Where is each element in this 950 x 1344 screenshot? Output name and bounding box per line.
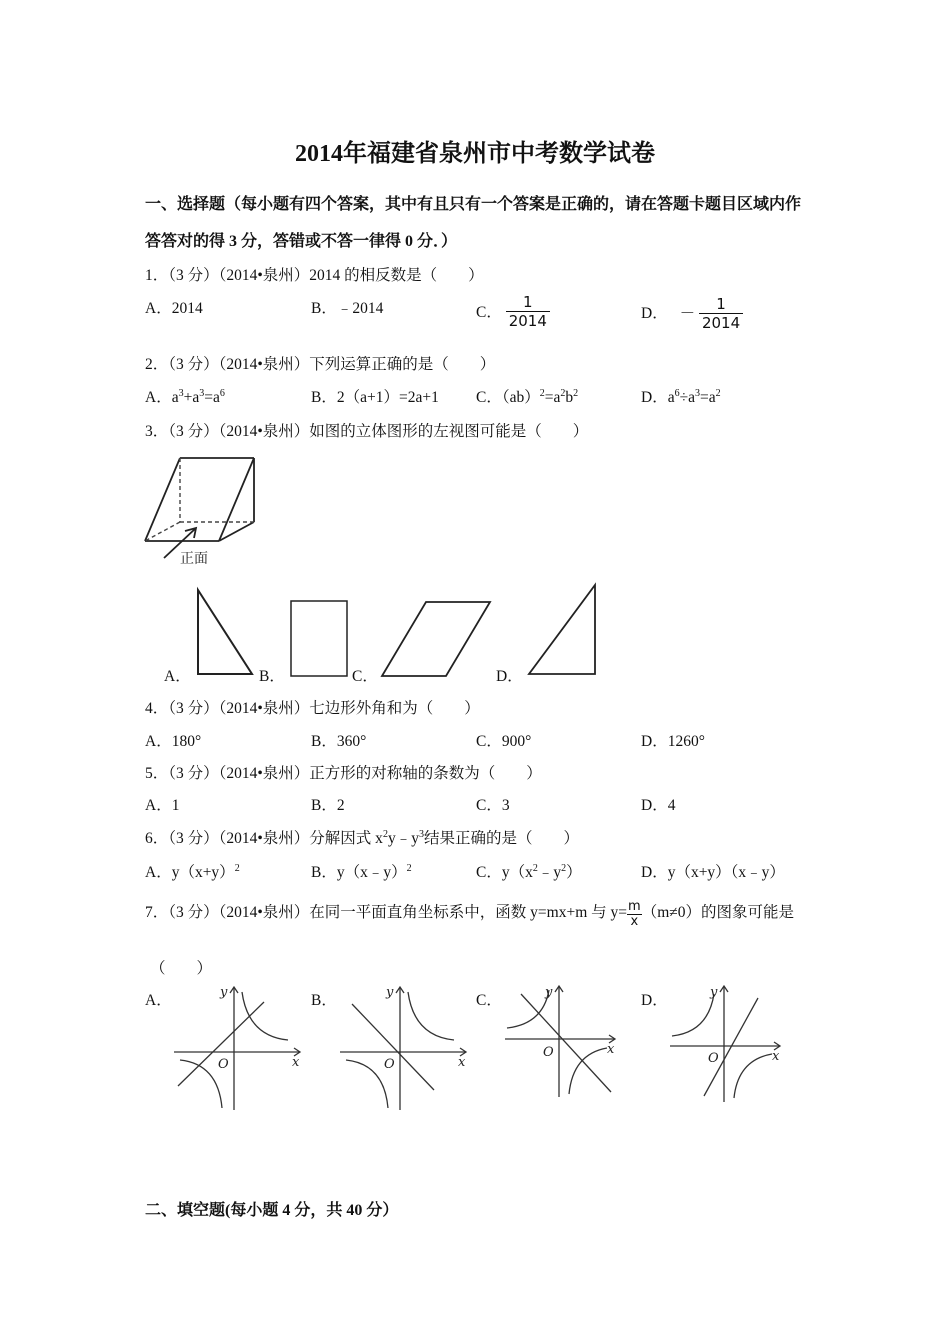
q7-graph-d <box>668 982 803 1112</box>
q3-stem: 3．（3 分）（2014•泉州）如图的立体图形的左视图可能是（ ） <box>145 423 589 440</box>
q7-option-a-label: A． <box>145 992 172 1009</box>
q1-option-c-label: C． <box>476 304 502 322</box>
q6-option-c: C．$y(x^2﹣y^2)$ <box>476 862 582 881</box>
svg-text:y: y <box>545 985 553 1000</box>
q3-option-a-shape <box>196 588 256 678</box>
q2-option-c: C．$(ab)^2=a^2b^2$ <box>476 387 579 406</box>
q1-option-d-label: D． <box>641 305 668 323</box>
svg-text:x: x <box>458 1055 466 1070</box>
minus-sign: － <box>679 305 696 323</box>
fraction-denominator: 2014 <box>506 311 550 331</box>
svg-text:x: x <box>292 1055 300 1070</box>
q6-stem: 6．（3 分）（2014•泉州）分解因式 $x^2y﹣y^3$结果正确的是（ ） <box>145 828 579 847</box>
q7-graph-a <box>172 982 307 1112</box>
q5-option-c: C．3 <box>476 797 510 814</box>
fraction-denominator: 2014 <box>699 313 743 333</box>
svg-text:y: y <box>710 985 718 1000</box>
q2-option-d: D．$a^6\div a^3=a^2$ <box>641 387 721 406</box>
page-title: 2014年福建省泉州市中考数学试卷 <box>295 141 655 167</box>
q3-prism-figure <box>140 452 270 572</box>
q2-stem: 2．（3 分）（2014•泉州）下列运算正确的是（ ） <box>145 356 496 373</box>
q7-option-c-label: C． <box>476 992 502 1009</box>
q3-option-c-shape <box>380 600 492 678</box>
q5-option-b: B．2 <box>311 797 345 814</box>
q4-option-a: A．180° <box>145 733 202 750</box>
q3-option-b-shape <box>290 600 350 678</box>
fraction-numerator: 1 <box>716 295 726 313</box>
q6-option-a: A．$y(x+y)^2$ <box>145 862 240 881</box>
q5-option-d: D．4 <box>641 797 676 814</box>
q3-option-d-shape <box>527 583 599 678</box>
svg-text:y: y <box>386 985 394 1000</box>
q5-option-a: A．1 <box>145 797 180 814</box>
q1-option-b: B．﹣2014 <box>311 300 384 317</box>
q1-option-c-fraction <box>506 294 550 331</box>
svg-text:y: y <box>220 985 228 1000</box>
q3-option-a-label: A． <box>164 668 191 685</box>
front-label: 正面 <box>180 551 208 567</box>
q1-stem: 1．（3 分）（2014•泉州）2014 的相反数是（ ） <box>145 267 484 284</box>
q6-option-b: B．y（x﹣y）$^2$ <box>311 862 412 881</box>
svg-text:O: O <box>218 1057 229 1072</box>
q1-option-d-fraction <box>699 296 743 333</box>
q3-option-d-label: D． <box>496 668 523 685</box>
q4-option-d: D．1260° <box>641 733 705 750</box>
section2-heading: 二、填空题(每小题 4 分，共 40 分） <box>145 1202 399 1219</box>
section1-heading-line1: 一、选择题（每小题有四个答案，其中有且只有一个答案是正确的，请在答题卡题目区域内作 <box>145 196 802 213</box>
fraction-numerator: 1 <box>523 293 533 311</box>
svg-text:O: O <box>543 1045 554 1060</box>
q3-option-b-label: B． <box>259 668 285 685</box>
svg-text:x: x <box>772 1049 780 1064</box>
q7-answer-paren: （ ） <box>150 960 213 977</box>
q2-option-a: A．$a^3+a^3=a^6$ <box>145 387 225 406</box>
q4-option-b: B．360° <box>311 733 367 750</box>
q7-option-d-label: D． <box>641 992 668 1009</box>
svg-text:O: O <box>708 1051 719 1066</box>
q4-option-c: C．900° <box>476 733 532 750</box>
q3-option-c-label: C． <box>352 668 378 685</box>
q7-graph-c <box>503 982 638 1112</box>
q5-stem: 5．（3 分）（2014•泉州）正方形的对称轴的条数为（ ） <box>145 765 542 782</box>
q6-option-d: D．y（x+y）（x﹣y） <box>641 864 785 881</box>
section1-heading-line2: 答答对的得 3 分，答错或不答一律得 0 分．） <box>145 233 458 250</box>
q2-option-b: B．2（a+1）=2a+1 <box>311 389 439 406</box>
q7-option-b-label: B． <box>311 992 337 1009</box>
q7-stem: 7．（3 分）（2014•泉州）在同一平面直角坐标系中，函数 y=mx+m 与 y= $\frac{m}{x}$ （m≠0）的图象可能是 <box>145 899 795 929</box>
q7-fraction: $\frac{m}{x}$ <box>628 899 641 929</box>
svg-text:x: x <box>607 1042 615 1057</box>
q1-option-a: A．2014 <box>145 300 203 317</box>
svg-text:O: O <box>384 1057 395 1072</box>
q7-graph-b <box>338 982 473 1112</box>
q4-stem: 4．（3 分）（2014•泉州）七边形外角和为（ ） <box>145 700 480 717</box>
q1-option-d <box>641 296 743 333</box>
q1-option-c <box>476 293 550 331</box>
